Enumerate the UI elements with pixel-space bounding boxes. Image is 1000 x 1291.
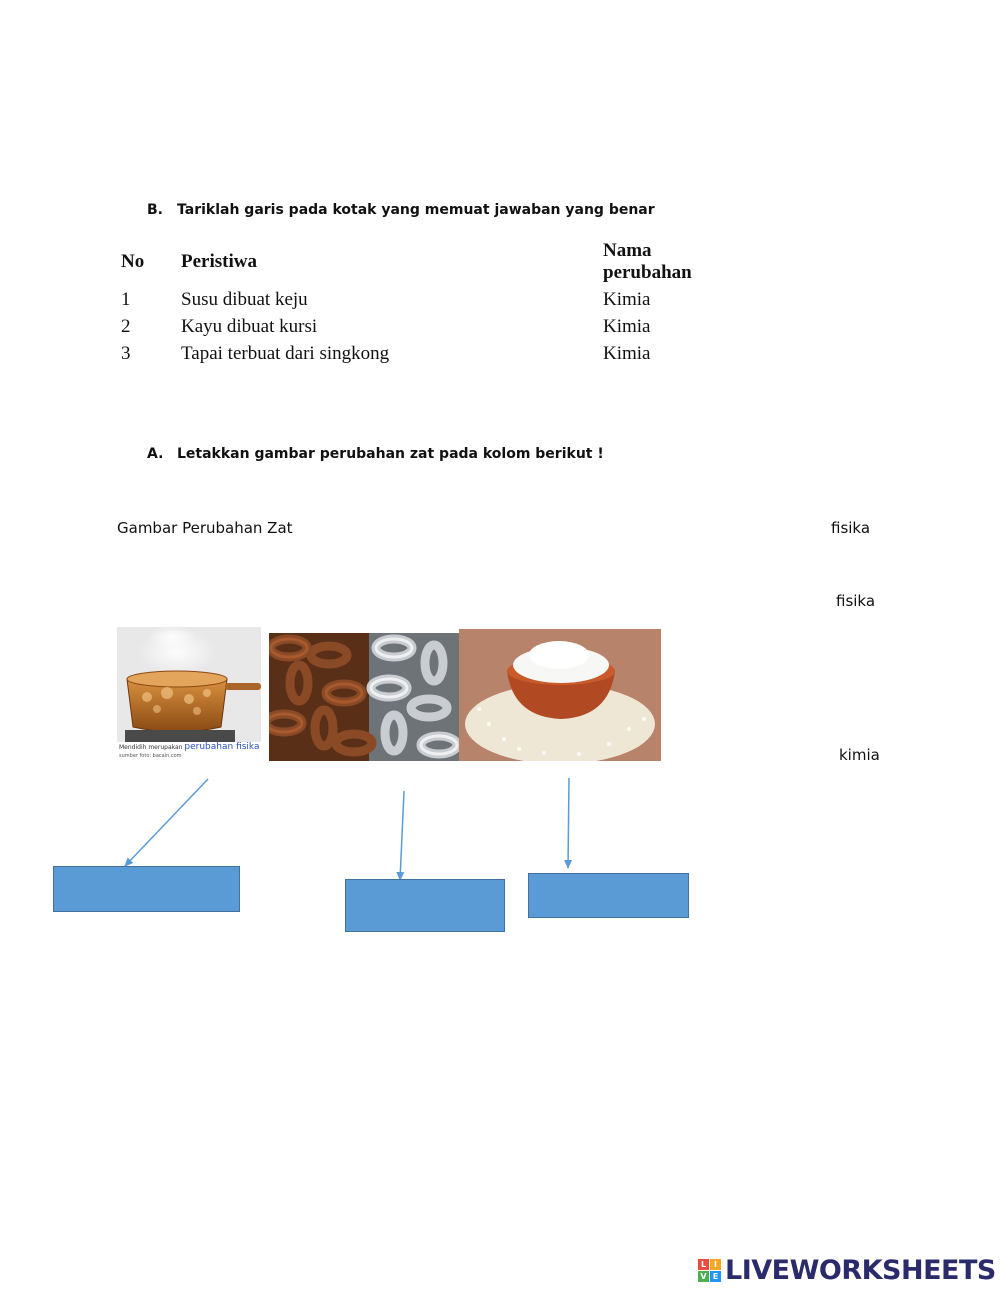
row-1-event: Susu dibuat keju	[181, 289, 308, 310]
logo-square-i: I	[710, 1259, 721, 1270]
logo-square-v: V	[698, 1271, 709, 1282]
arrow-3	[568, 778, 569, 868]
arrow-2	[400, 791, 404, 880]
section-a-text: Letakkan gambar perubahan zat pada kolom berikut !	[177, 446, 604, 462]
option-fisika-2[interactable]: fisika	[836, 592, 876, 610]
answer-box-1[interactable]	[53, 866, 240, 912]
row-2-no: 2	[121, 316, 131, 337]
section-b-text: Tariklah garis pada kotak yang memuat jawaban yang benar	[177, 202, 655, 218]
photo-caption-source: sumber foto: bacain.com	[119, 753, 182, 759]
arrow-1	[125, 779, 208, 866]
logo-text: LIVEWORKSHEETS	[725, 1254, 996, 1286]
answer-box-2[interactable]	[345, 879, 505, 932]
header-event: Peristiwa	[181, 251, 257, 272]
header-change-line1: Nama	[603, 240, 652, 261]
photo-caption-highlight: perubahan fisika	[184, 742, 260, 752]
row-3-change: Kimia	[603, 343, 651, 364]
section-b-letter: B.	[147, 202, 163, 218]
row-3-event: Tapai terbuat dari singkong	[181, 343, 390, 364]
option-kimia[interactable]: kimia	[839, 746, 880, 764]
logo-square-l: L	[698, 1259, 709, 1270]
row-3-no: 3	[121, 343, 131, 364]
column-label: Gambar Perubahan Zat	[117, 519, 293, 537]
option-fisika-1[interactable]: fisika	[831, 519, 871, 537]
logo-square-e: E	[710, 1271, 721, 1282]
row-2-event: Kayu dibuat kursi	[181, 316, 318, 337]
answer-box-3[interactable]	[528, 873, 689, 918]
row-2-change: Kimia	[603, 316, 651, 337]
photo-caption-prefix: Mendidih merupakan	[119, 744, 183, 751]
section-a-letter: A.	[147, 446, 164, 462]
row-1-change: Kimia	[603, 289, 651, 310]
liveworksheets-logo	[698, 1254, 996, 1286]
logo-squares-icon	[698, 1259, 721, 1282]
header-no: No	[121, 251, 145, 272]
row-1-no: 1	[121, 289, 131, 310]
header-change-line2: perubahan	[603, 262, 692, 283]
